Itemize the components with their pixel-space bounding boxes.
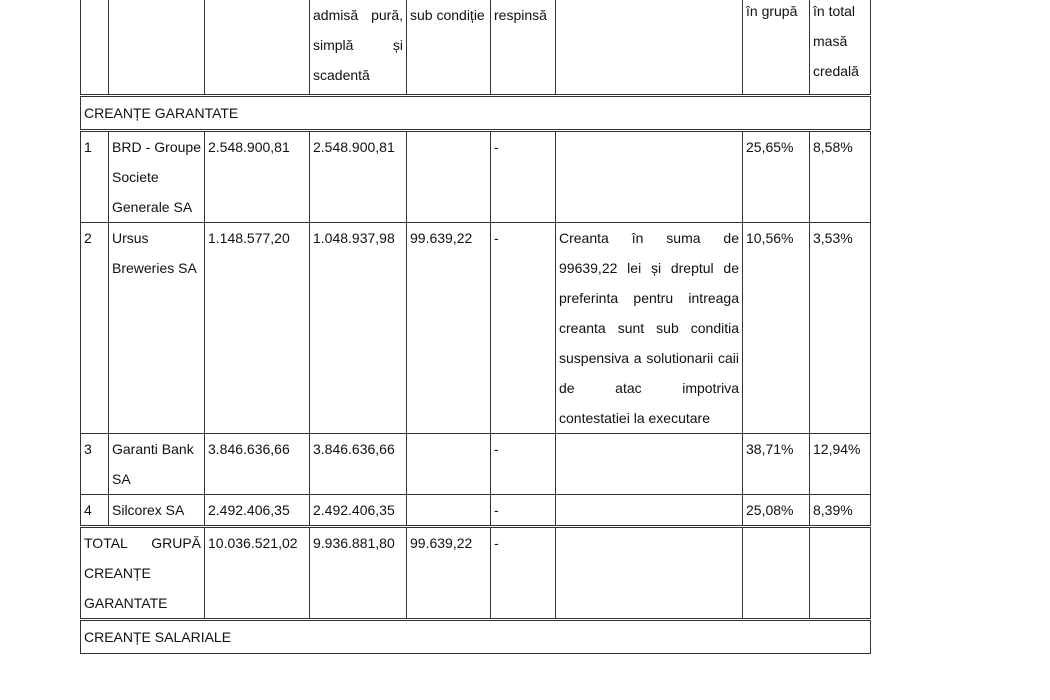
row-number: 4 — [81, 495, 109, 527]
header-cell-total — [205, 0, 310, 96]
conditional-amount — [407, 434, 491, 495]
group-share: 10,56% — [743, 223, 810, 434]
header-cell-respinsa: respinsă — [491, 0, 556, 96]
group-share: 38,71% — [743, 434, 810, 495]
total-row-respinsa: - — [491, 527, 556, 620]
total-share: 8,58% — [810, 131, 871, 223]
row-number: 2 — [81, 223, 109, 434]
header-cell-nr — [81, 0, 109, 96]
total-row-group-share — [743, 527, 810, 620]
total-row-observations — [556, 527, 743, 620]
table-row — [81, 131, 871, 223]
header-cell-observatii — [556, 0, 743, 96]
section-title-garantate: CREANȚE GARANTATE — [81, 96, 871, 131]
header-cell-creditor — [109, 0, 205, 96]
conditional-amount: 99.639,22 — [407, 223, 491, 434]
total-amount: 2.548.900,81 — [205, 131, 310, 223]
total-row-admisa: 9.936.881,80 — [310, 527, 407, 620]
creditor-name: Silcorex SA — [109, 495, 205, 527]
creditor-name: Garanti Bank SA — [109, 434, 205, 495]
row-number: 1 — [81, 131, 109, 223]
table-row — [81, 434, 871, 495]
total-amount: 3.846.636,66 — [205, 434, 310, 495]
total-amount: 1.148.577,20 — [205, 223, 310, 434]
conditional-amount — [407, 495, 491, 527]
observations — [556, 434, 743, 495]
total-share: 3,53% — [810, 223, 871, 434]
total-row-sub: 99.639,22 — [407, 527, 491, 620]
rejected-amount: - — [491, 434, 556, 495]
creditor-name: Ursus Breweries SA — [109, 223, 205, 434]
total-row-total: 10.036.521,02 — [205, 527, 310, 620]
group-share: 25,08% — [743, 495, 810, 527]
group-share: 25,65% — [743, 131, 810, 223]
header-row — [81, 0, 871, 96]
section-title-salariale: CREANȚE SALARIALE — [81, 620, 871, 654]
section-row-garantate — [81, 96, 871, 131]
header-cell-sub-conditie: sub condiție — [407, 0, 491, 96]
rejected-amount: - — [491, 131, 556, 223]
rejected-amount: - — [491, 495, 556, 527]
table-row — [81, 223, 871, 434]
conditional-amount — [407, 131, 491, 223]
header-cell-grupa: în grupă — [743, 0, 810, 96]
section-row-salariale — [81, 620, 871, 654]
header-cell-total-masa: în total masă credală — [810, 0, 871, 96]
total-share: 12,94% — [810, 434, 871, 495]
creditor-name: BRD - Groupe Societe Generale SA — [109, 131, 205, 223]
header-cell-admisa: admisă pură, simplă și scadentă — [310, 0, 407, 96]
observations — [556, 495, 743, 527]
claims-table — [80, 0, 871, 654]
total-share: 8,39% — [810, 495, 871, 527]
total-row-total-share — [810, 527, 871, 620]
observations — [556, 131, 743, 223]
row-number: 3 — [81, 434, 109, 495]
table-row — [81, 495, 871, 527]
admitted-amount: 2.548.900,81 — [310, 131, 407, 223]
admitted-amount: 3.846.636,66 — [310, 434, 407, 495]
total-row-label: TOTAL GRUPĂ CREANȚE GARANTATE — [81, 527, 205, 620]
observations: Creanta în suma de 99639,22 lei și dreptul de preferinta pentru intreaga creanta sunt sub conditia suspensiva a solutionarii caii de atac impotriva contestatiei la executare — [556, 223, 743, 434]
total-amount: 2.492.406,35 — [205, 495, 310, 527]
total-row — [81, 527, 871, 620]
rejected-amount: - — [491, 223, 556, 434]
admitted-amount: 2.492.406,35 — [310, 495, 407, 527]
admitted-amount: 1.048.937,98 — [310, 223, 407, 434]
